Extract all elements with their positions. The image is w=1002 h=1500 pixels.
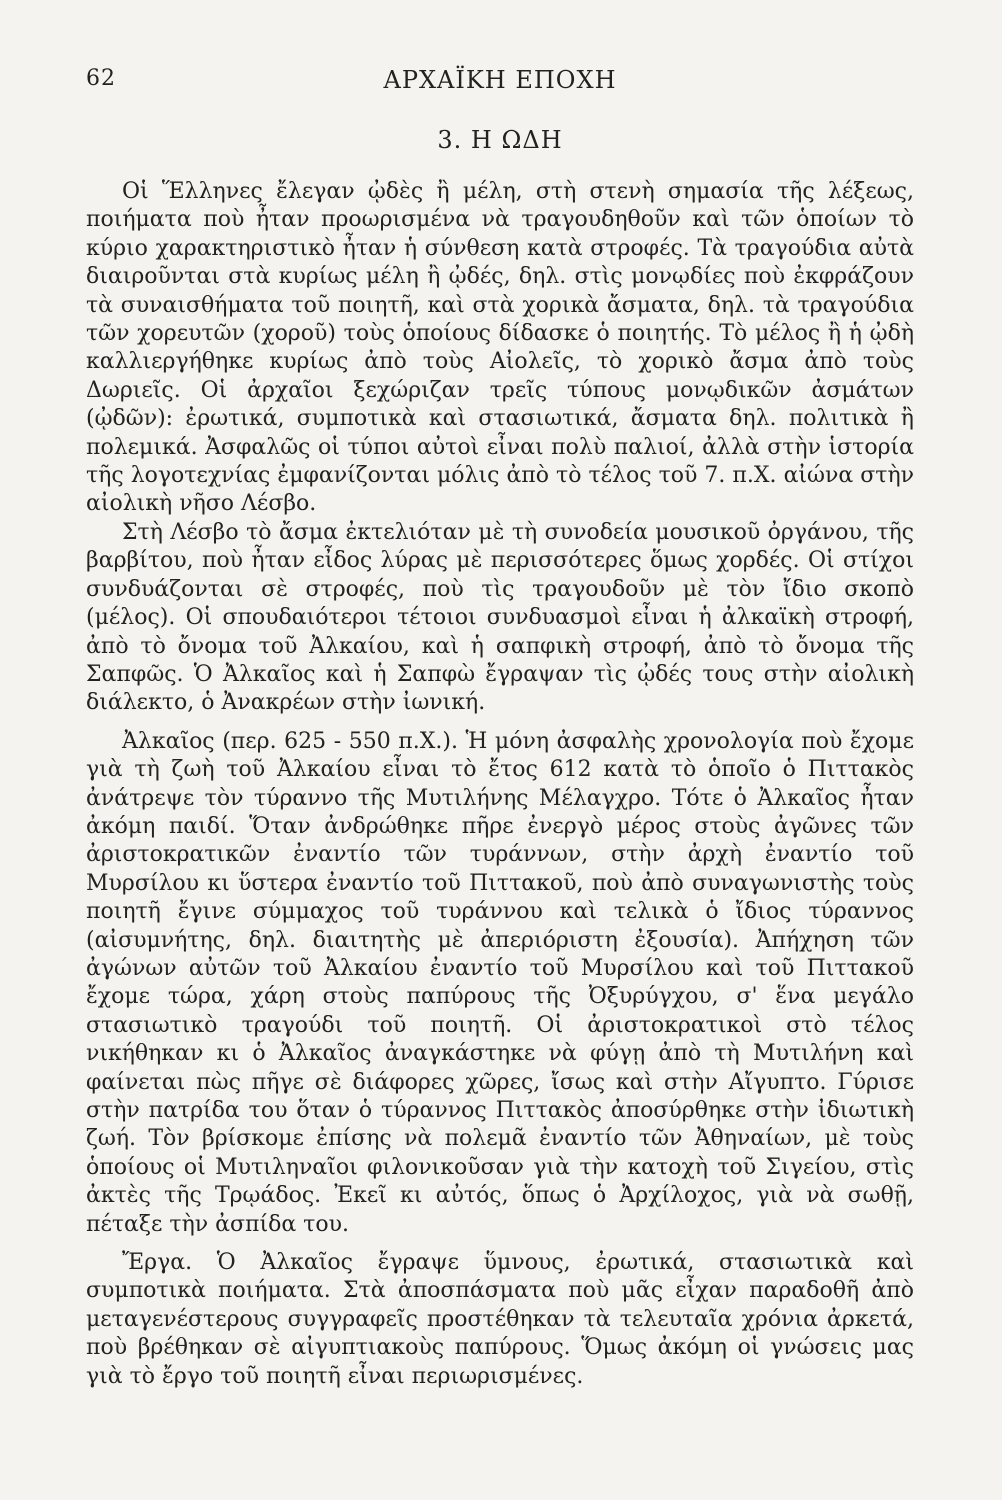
body-text: [86, 178, 914, 1391]
running-title: ΑΡΧΑΪΚΗ ΕΠΟΧΗ: [383, 66, 617, 94]
paragraph-intro: Οἱ Ἕλληνες ἔλεγαν ᾠδὲς ἢ μέλη, στὴ στενὴ σημασία τῆς λέξεως, ποιήματα ποὺ ἦταν προωρισμένα νὰ τραγουδηθοῦν καὶ τῶν ὁποίων τὸ κύριο χαρακτηριστικὸ ἦταν ἡ σύνθεση κατὰ στροφές. Τὰ τραγούδια αὐτὰ διαιροῦνται στὰ κυρίως μέλη ἢ ᾠδές, δηλ. στὶς μονῳδίες ποὺ ἐκφράζουν τὰ συναισθήματα τοῦ ποιητῆ, καὶ στὰ χορικὰ ἄσματα, δηλ. τὰ τραγούδια τῶν χορευτῶν (χοροῦ) τοὺς ὁποίους δίδασκε ὁ ποιητής. Τὸ μέλος ἢ ἡ ᾠδὴ καλλιεργήθηκε κυρίως ἀπὸ τοὺς Αἰολεῖς, τὸ χορικὸ ἄσμα ἀπὸ τοὺς Δωριεῖς. Οἱ ἀρχαῖοι ξεχώριζαν τρεῖς τύπους μονῳδικῶν ἀσμάτων (ᾠδῶν): ἐρωτικά, συμποτικὰ καὶ στασιωτικά, ἄσματα δηλ. πολιτικὰ ἢ πολεμικά. Ἀσφαλῶς οἱ τύποι αὐτοὶ εἶναι πολὺ παλιοί, ἀλλὰ στὴν ἱστορία τῆς λογοτεχνίας ἐμφανίζονται μόλις ἀπὸ τὸ τέλος τοῦ 7. π.Χ. αἰώνα στὴν αἰολικὴ νῆσο Λέσβο.: [86, 179, 914, 517]
page-number: 62: [86, 66, 116, 91]
paragraph-alcaeus: Ἀλκαῖος (περ. 625 - 550 π.Χ.). Ἡ μόνη ἀσφαλὴς χρονολογία ποὺ ἔχομε γιὰ τὴ ζωὴ τοῦ Ἀλκαίου εἶναι τὸ ἔτος 612 κατὰ τὸ ὁποῖο ὁ Πιττακὸς ἀνάτρεψε τὸν τύραννο τῆς Μυτιλήνης Μέλαγχρο. Τότε ὁ Ἀλκαῖος ἦταν ἀκόμη παιδί. Ὅταν ἀνδρώθηκε πῆρε ἐνεργὸ μέρος στοὺς ἀγῶνες τῶν ἀριστοκρατικῶν ἐναντίο τῶν τυράννων, στὴν ἀρχὴ ἐναντίο τοῦ Μυρσίλου κι ὕστερα ἐναντίο τοῦ Πιττακοῦ, ποὺ ἀπὸ συναγωνιστὴς τοὺς ποιητῆ ἔγινε σύμμαχος τοῦ τυράννου καὶ τελικὰ ὁ ἴδιος τύραννος (αἰσυμνήτης, δηλ. διαιτητὴς μὲ ἀπεριόριστη ἐξουσία). Ἀπήχηση τῶν ἀγώνων αὐτῶν τοῦ Ἀλκαίου ἐναντίο τοῦ Μυρσίλου καὶ τοῦ Πιττακοῦ ἔχομε τώρα, χάρη στοὺς παπύρους τῆς Ὀξυρύγχου, σ' ἕνα μεγάλο στασιωτικὸ τραγούδι τοῦ ποιητῆ. Οἱ ἀριστοκρατικοὶ στὸ τέλος νικήθηκαν κι ὁ Ἀλκαῖος ἀναγκάστηκε νὰ φύγῃ ἀπὸ τὴ Μυτιλήνη καὶ φαίνεται πὼς πῆγε σὲ διάφορες χῶρες, ἴσως καὶ στὴν Αἴγυπτο. Γύρισε στὴν πατρίδα του ὅταν ὁ τύραννος Πιττακὸς ἀποσύρθηκε στὴν ἰδιωτικὴ ζωή. Τὸν βρίσκομε ἐπίσης νὰ πολεμᾶ ἐναντίο τῶν Ἀθηναίων, μὲ τοὺς ὁποίους οἱ Μυτιληναῖοι φιλονικοῦσαν γιὰ τὴν κατοχὴ τοῦ Σιγείου, στὶς ἀκτὲς τῆς Τρῳάδος. Ἐκεῖ κι αὐτός, ὅπως ὁ Ἀρχίλοχος, γιὰ νὰ σωθῇ, πέταξε τὴν ἀσπίδα του.: [86, 728, 914, 1237]
paragraph-lesbos: Στὴ Λέσβο τὸ ἄσμα ἐκτελιόταν μὲ τὴ συνοδεία μουσικοῦ ὀργάνου, τῆς βαρβίτου, ποὺ ἦταν εἶδος λύρας μὲ περισσότερες ὅμως χορδές. Οἱ στίχοι συνδυάζονται σὲ στροφές, ποὺ τὶς τραγουδοῦν μὲ τὸν ἴδιο σκοπὸ (μέλος). Οἱ σπουδαιότεροι τέτοιοι συνδυασμοὶ εἶναι ἡ ἀλκαϊκὴ στροφή, ἀπὸ τὸ ὄνομα τοῦ Ἀλκαίου, καὶ ἡ σαπφικὴ στροφή, ἀπὸ τὸ ὄνομα τῆς Σαπφῶς. Ὁ Ἀλκαῖος καὶ ἡ Σαπφὼ ἔγραψαν τὶς ᾠδές τους στὴν αἰολικὴ διάλεκτο, ὁ Ἀνακρέων στὴν ἰωνική.: [86, 519, 914, 716]
paragraph-works: Ἔργα. Ὁ Ἀλκαῖος ἔγραψε ὕμνους, ἐρωτικά, στασιωτικὰ καὶ συμποτικὰ ποιήματα. Στὰ ἀποσπάσματα ποὺ μᾶς εἶχαν παραδοθῆ ἀπὸ μεταγενέστερους συγγραφεῖς προστέθηκαν τὰ τελευταῖα χρόνια ἀρκετά, ποὺ βρέθηκαν σὲ αἰγυπτιακοὺς παπύρους. Ὅμως ἀκόμη οἱ γνώσεις μας γιὰ τὸ ἔργο τοῦ ποιητῆ εἶναι περιωρισμένες.: [86, 1250, 914, 1389]
page-header: [86, 66, 914, 100]
section-title: 3. Η ΩΔΗ: [437, 126, 563, 154]
